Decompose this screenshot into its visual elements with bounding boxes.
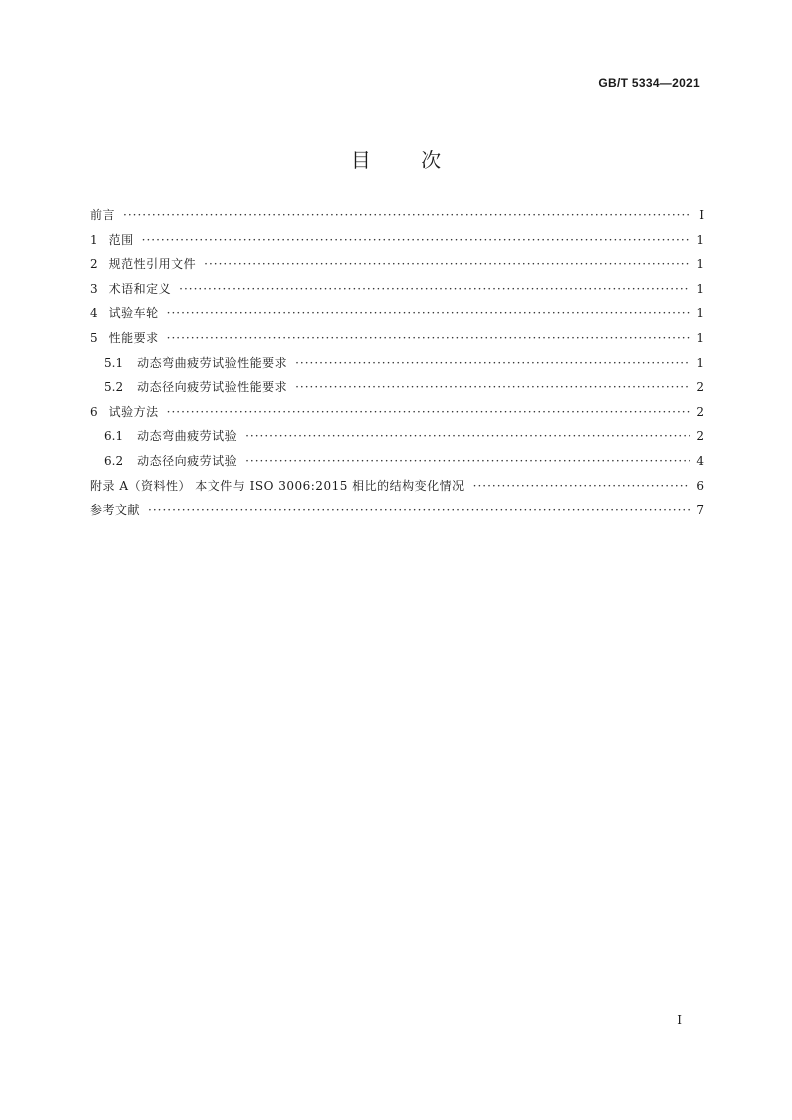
toc-entry-number: 2 <box>90 257 98 272</box>
toc-entry-page: 1 <box>696 355 704 370</box>
toc-entry-page: 1 <box>696 330 704 345</box>
toc-entry-label: 试验车轮 <box>108 306 159 321</box>
toc-entry-page: 7 <box>696 503 704 518</box>
toc-entry-page: 2 <box>696 429 704 444</box>
toc-entry-5-1[interactable] <box>90 354 704 379</box>
toc-entry-scope[interactable] <box>90 231 704 256</box>
toc-entry-number: 6.2 <box>104 453 124 468</box>
toc-entry-number: 1 <box>90 232 98 247</box>
toc-title <box>0 144 792 173</box>
page-number: Ⅰ <box>677 1013 682 1027</box>
toc-entry-page: 1 <box>696 281 704 296</box>
toc-leader-dots <box>295 380 690 394</box>
toc-entry-page: 6 <box>696 478 704 493</box>
toc-leader-dots <box>148 503 690 517</box>
toc-leader-dots <box>167 331 690 345</box>
toc-entry-6-2[interactable] <box>90 452 704 477</box>
toc-entry-performance[interactable] <box>90 329 704 354</box>
toc-leader-dots <box>167 306 690 320</box>
toc-entry-label: 前言 <box>90 208 116 222</box>
toc-entry-test-methods[interactable] <box>90 403 704 428</box>
toc-entry-label: 范围 <box>108 232 134 247</box>
toc-entry-page: 1 <box>696 232 704 247</box>
toc-entry-number: 3 <box>90 281 98 296</box>
toc-entry-number: 5.1 <box>104 355 124 370</box>
toc-entry-label: 动态弯曲疲劳试验 <box>137 429 238 444</box>
toc-leader-dots <box>179 282 690 296</box>
table-of-contents <box>90 206 704 526</box>
toc-entry-number: 5.2 <box>104 380 124 395</box>
toc-leader-dots <box>142 233 690 247</box>
toc-title-part1: 目 <box>350 148 371 172</box>
toc-entry-page: Ⅰ <box>699 208 704 222</box>
toc-entry-page: 1 <box>696 306 704 321</box>
toc-entry-label: 术语和定义 <box>108 281 172 296</box>
toc-entry-bibliography[interactable] <box>90 501 704 526</box>
toc-leader-dots <box>204 257 690 271</box>
toc-entry-page: 2 <box>696 380 704 395</box>
toc-entry-label: 动态弯曲疲劳试验性能要求 <box>137 355 288 370</box>
toc-entry-normative-references[interactable] <box>90 255 704 280</box>
toc-entry-page: 1 <box>696 257 704 272</box>
toc-entry-label: 参考文献 <box>90 503 141 518</box>
toc-entry-label: 动态径向疲劳试验 <box>137 453 238 468</box>
toc-entry-annex-a[interactable] <box>90 477 704 502</box>
toc-entry-number: 6 <box>90 404 98 419</box>
toc-entry-number: 5 <box>90 330 98 345</box>
toc-leader-dots <box>123 208 690 222</box>
toc-entry-label: 试验方法 <box>108 404 159 419</box>
toc-entry-6-1[interactable] <box>90 427 704 452</box>
toc-entry-label: 规范性引用文件 <box>108 257 197 272</box>
toc-entry-test-wheel[interactable] <box>90 304 704 329</box>
toc-leader-dots <box>245 454 690 468</box>
toc-leader-dots <box>167 405 690 419</box>
toc-entry-label: 性能要求 <box>108 330 159 345</box>
toc-entry-foreword[interactable] <box>90 206 704 231</box>
toc-entry-label: 动态径向疲劳试验性能要求 <box>137 380 288 395</box>
toc-leader-dots <box>473 479 690 493</box>
standard-number: GB/T 5334—2021 <box>598 76 700 90</box>
toc-entry-number: 4 <box>90 306 98 321</box>
toc-entry-terms[interactable] <box>90 280 704 305</box>
toc-entry-number: 6.1 <box>104 429 124 444</box>
toc-entry-5-2[interactable] <box>90 378 704 403</box>
toc-leader-dots <box>295 356 690 370</box>
toc-entry-page: 4 <box>696 453 704 468</box>
toc-entry-page: 2 <box>696 404 704 419</box>
toc-entry-label: 附录 A（资料性） 本文件与 ISO 3006:2015 相比的结构变化情况 <box>90 478 465 493</box>
toc-title-part2: 次 <box>421 148 442 172</box>
toc-leader-dots <box>245 429 690 443</box>
